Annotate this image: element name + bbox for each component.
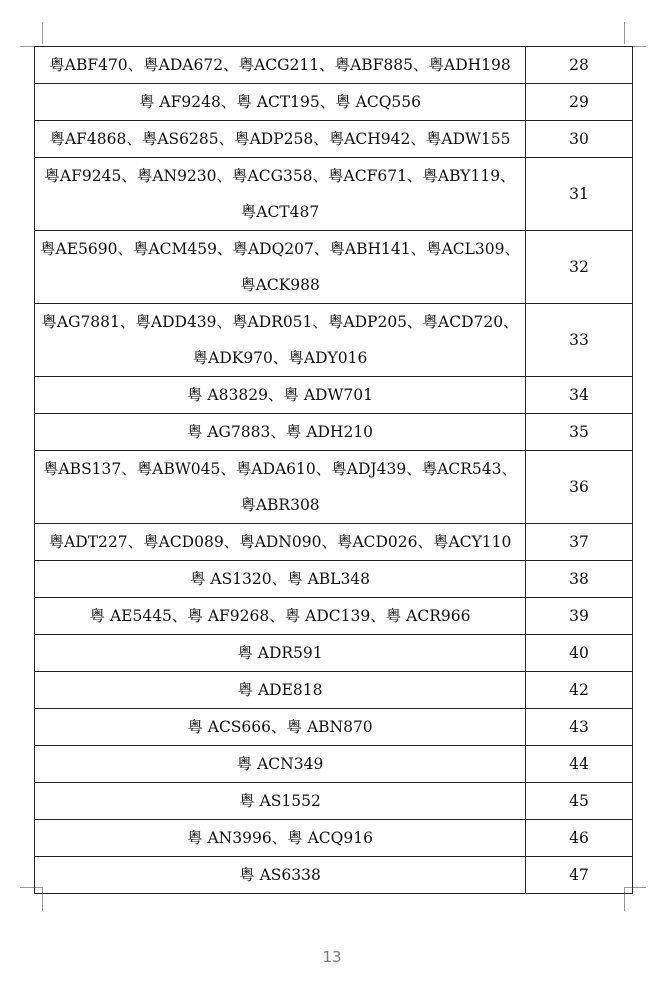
- plate-line: 粤 ADE818: [237, 681, 323, 699]
- plate-line: 粤 AE5445、粤 AF9268、粤 ADC139、粤 ACR966: [89, 607, 471, 625]
- plate-line: 粤ABS137、粤ABW045、粤ADA610、粤ADJ439、粤ACR543、: [42, 460, 517, 478]
- group-number-cell: 30: [526, 121, 633, 158]
- plate-list-cell: [35, 672, 526, 709]
- plate-line: 粤 ADR591: [237, 644, 323, 662]
- plate-list-cell: [35, 598, 526, 635]
- group-number-cell: 39: [526, 598, 633, 635]
- table-row: [35, 158, 633, 231]
- group-number-cell: 31: [526, 158, 633, 231]
- plate-list-cell: [35, 231, 526, 304]
- plate-list-cell: [35, 524, 526, 561]
- table-row: [35, 598, 633, 635]
- plate-line: 粤ACK988: [240, 276, 320, 294]
- table-row: [35, 857, 633, 894]
- plate-line: 粤 AS1320、粤 ABL348: [189, 570, 371, 588]
- group-number-cell: 33: [526, 304, 633, 377]
- plate-list-cell: [35, 709, 526, 746]
- plate-list-cell: [35, 857, 526, 894]
- group-number-cell: 47: [526, 857, 633, 894]
- group-number-cell: 46: [526, 820, 633, 857]
- table-row: [35, 377, 633, 414]
- crop-mark-top-right-v: [624, 22, 625, 44]
- plate-line: 粤AG7881、粤ADD439、粤ADR051、粤ADP205、粤ACD720、: [41, 313, 519, 331]
- plate-list-cell: [35, 635, 526, 672]
- table-row: [35, 561, 633, 598]
- table-row: [35, 304, 633, 377]
- plate-line: 粤 A83829、粤 ADW701: [187, 386, 373, 404]
- crop-mark-top-right-h: [632, 46, 646, 47]
- crop-mark-top-left-h: [20, 46, 34, 47]
- group-number-cell: 45: [526, 783, 633, 820]
- plate-list-cell: [35, 47, 526, 84]
- table-row: [35, 820, 633, 857]
- table-row: [35, 672, 633, 709]
- plate-line: 粤 AF9248、粤 ACT195、粤 ACQ556: [139, 93, 421, 111]
- plate-line: 粤AE5690、粤ACM459、粤ADQ207、粤ABH141、粤ACL309、: [40, 240, 520, 258]
- plate-line: 粤ABR308: [240, 496, 320, 514]
- plate-table-body: [35, 47, 633, 894]
- table-row: [35, 414, 633, 451]
- plate-line: 粤AF9245、粤AN9230、粤ACG358、粤ACF671、粤ABY119、: [44, 167, 516, 185]
- plate-line: 粤ACT487: [240, 203, 320, 221]
- plate-list-cell: [35, 304, 526, 377]
- group-number-cell: 28: [526, 47, 633, 84]
- group-number-cell: 40: [526, 635, 633, 672]
- table-row: [35, 231, 633, 304]
- plate-list-cell: [35, 783, 526, 820]
- plate-line: 粤ADK970、粤ADY016: [192, 349, 368, 367]
- plate-line: 粤 AS1552: [239, 792, 321, 810]
- plate-list-cell: [35, 84, 526, 121]
- plate-line: 粤ADT227、粤ACD089、粤ADN090、粤ACD026、粤ACY110: [48, 533, 512, 551]
- table-row: [35, 121, 633, 158]
- table-row: [35, 635, 633, 672]
- table-row: [35, 524, 633, 561]
- plate-list-cell: [35, 414, 526, 451]
- plate-list-cell: [35, 451, 526, 524]
- group-number-cell: 37: [526, 524, 633, 561]
- table-row: [35, 451, 633, 524]
- group-number-cell: 32: [526, 231, 633, 304]
- plate-list-cell: [35, 121, 526, 158]
- group-number-cell: 34: [526, 377, 633, 414]
- table-row: [35, 783, 633, 820]
- group-number-cell: 36: [526, 451, 633, 524]
- plate-line: 粤 AG7883、粤 ADH210: [186, 423, 374, 441]
- plate-list-cell: [35, 377, 526, 414]
- plate-list-cell: [35, 158, 526, 231]
- group-number-cell: 43: [526, 709, 633, 746]
- plate-line: 粤 AN3996、粤 ACQ916: [187, 829, 373, 847]
- table-row: [35, 47, 633, 84]
- plate-line: 粤 ACN349: [236, 755, 324, 773]
- group-number-cell: 44: [526, 746, 633, 783]
- plate-line: 粤 ACS666、粤 ABN870: [187, 718, 373, 736]
- plate-table: [34, 46, 633, 894]
- table-row: [35, 709, 633, 746]
- plate-line: 粤 AS6338: [239, 866, 321, 884]
- plate-list-cell: [35, 820, 526, 857]
- table-row: [35, 746, 633, 783]
- group-number-cell: 38: [526, 561, 633, 598]
- crop-mark-top-left-v: [42, 22, 43, 44]
- page-number: 13: [322, 948, 342, 966]
- plate-line: 粤AF4868、粤AS6285、粤ADP258、粤ACH942、粤ADW155: [49, 130, 511, 148]
- group-number-cell: 29: [526, 84, 633, 121]
- plate-line: 粤ABF470、粤ADA672、粤ACG211、粤ABF885、粤ADH198: [49, 56, 511, 74]
- plate-list-cell: [35, 561, 526, 598]
- group-number-cell: 42: [526, 672, 633, 709]
- table-row: [35, 84, 633, 121]
- plate-list-cell: [35, 746, 526, 783]
- group-number-cell: 35: [526, 414, 633, 451]
